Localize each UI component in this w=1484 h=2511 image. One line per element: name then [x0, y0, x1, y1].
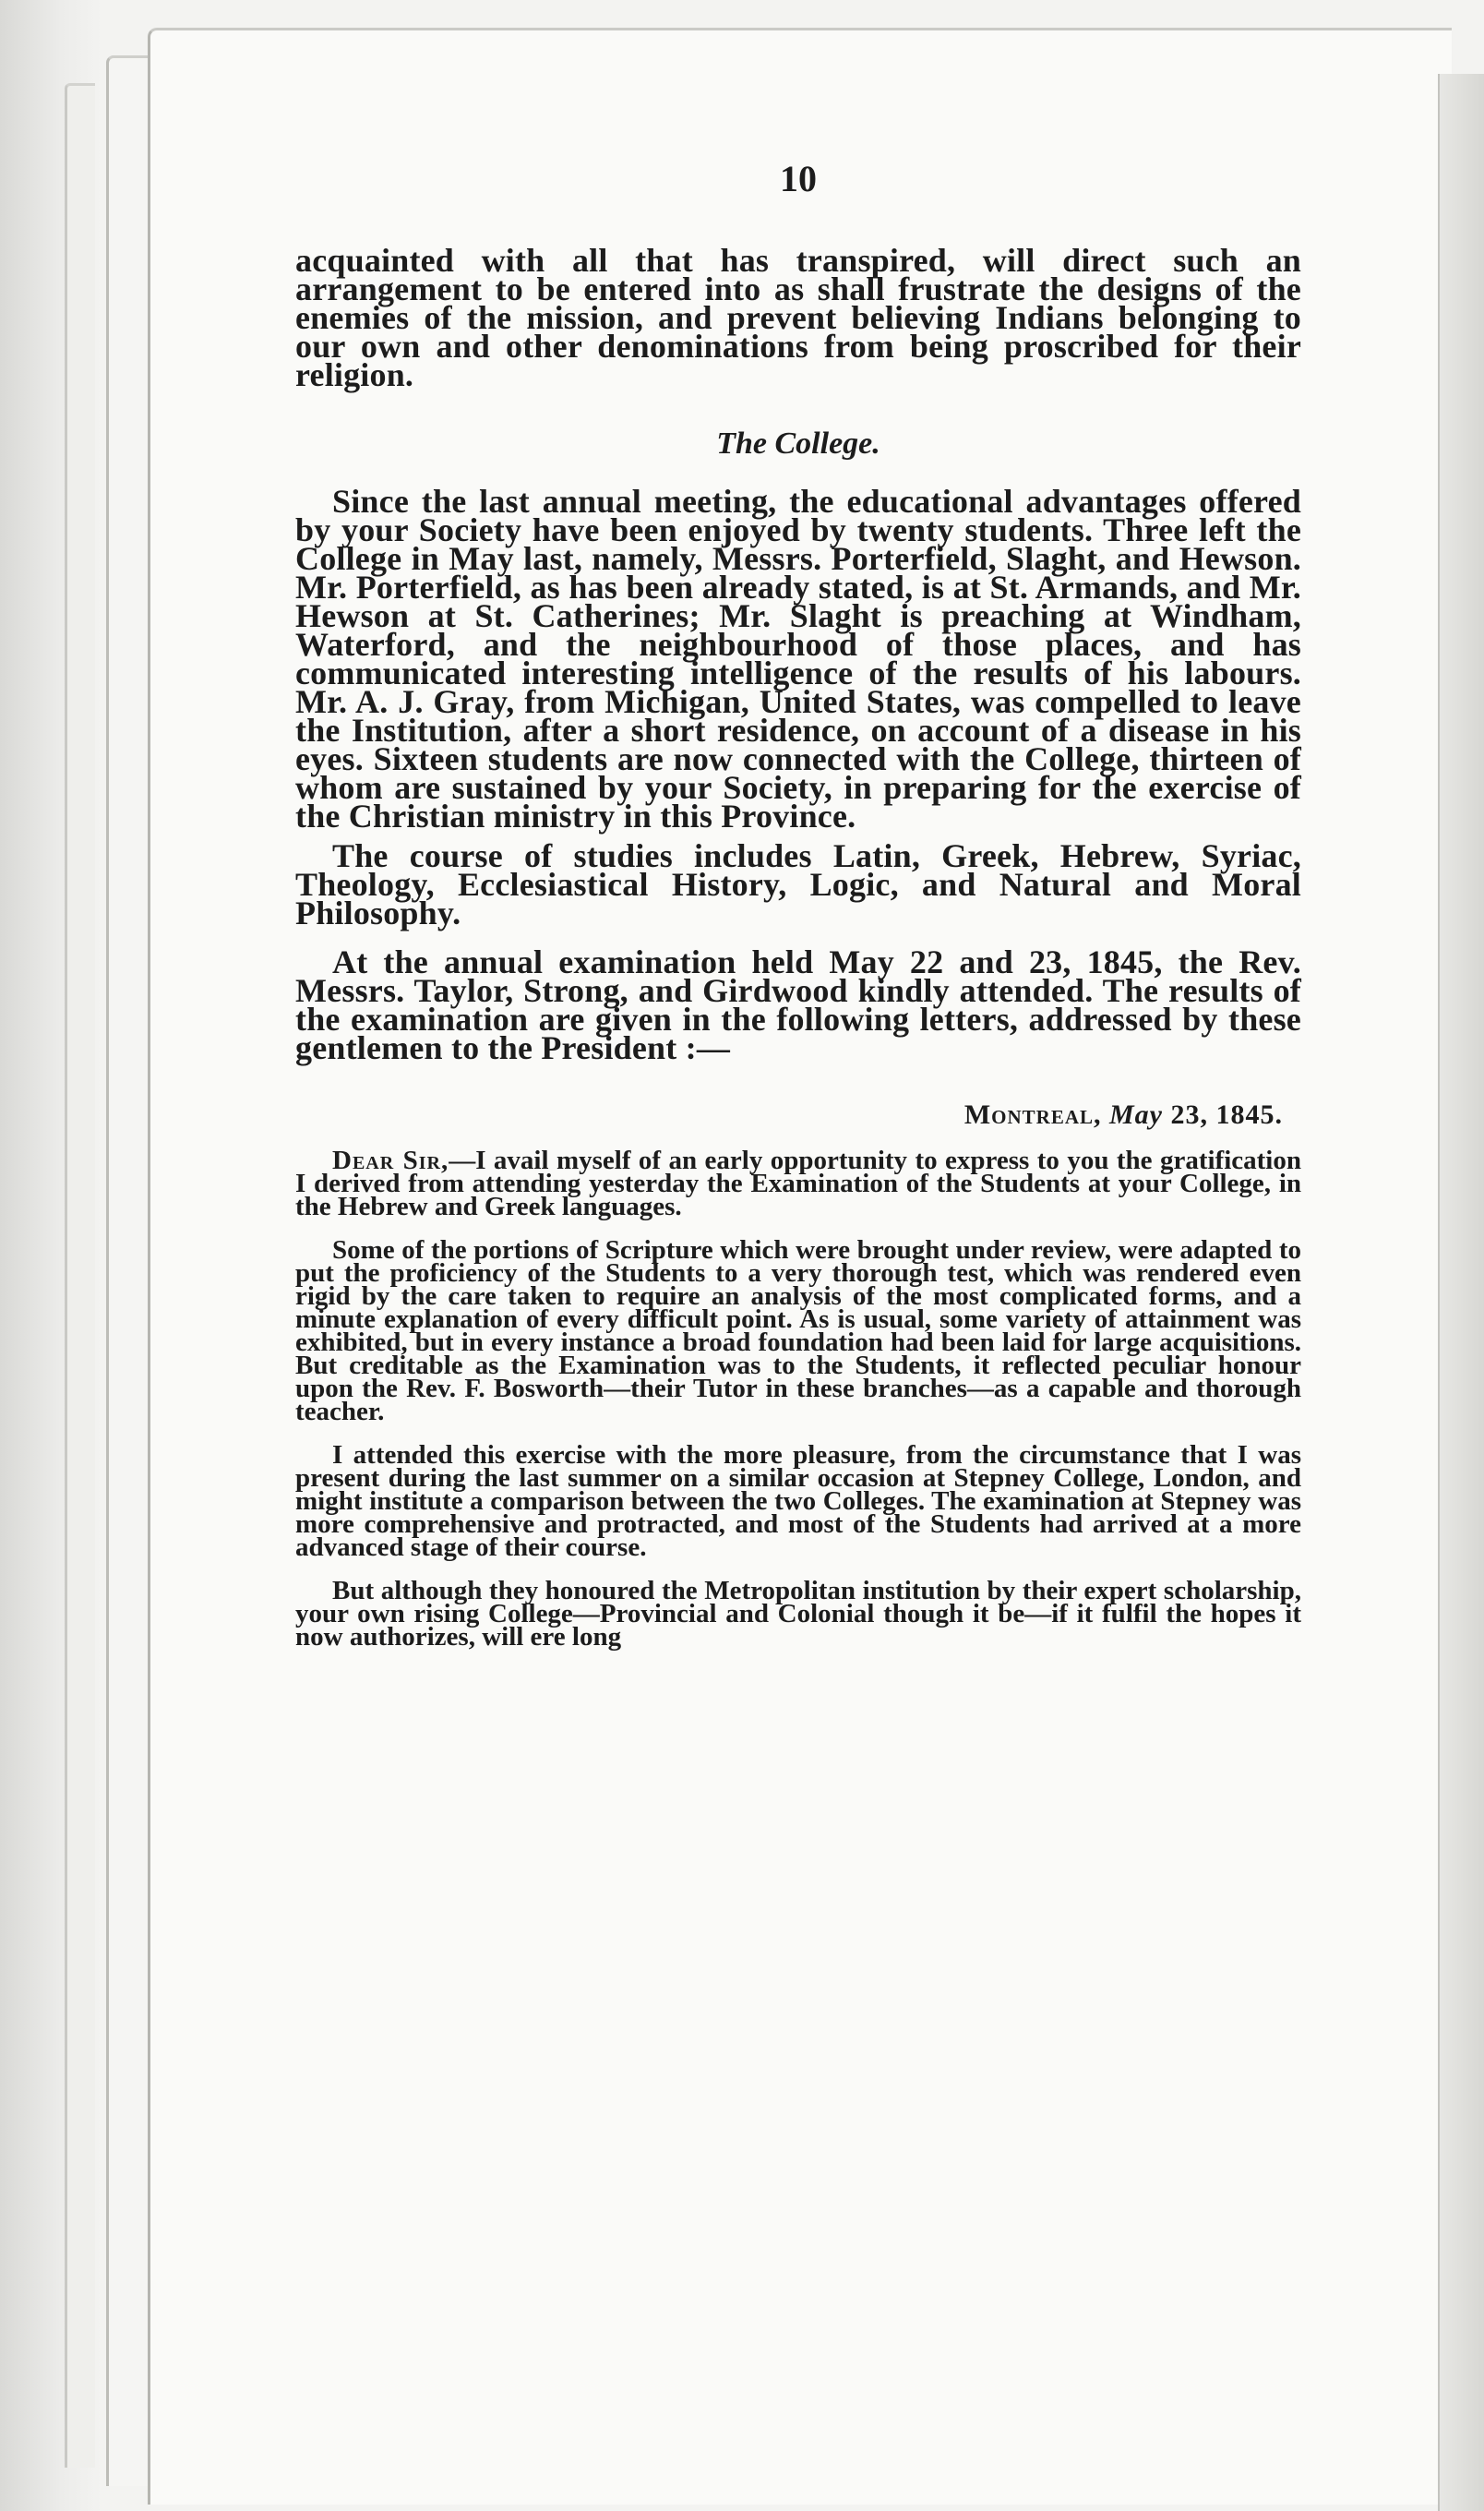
letter-paragraph: But although they honoured the Metropolitan institution by their expert scholarship, your own rising College—Provincial and Colonial though it be—if it fulfil the hopes it now authorizes, will ere long — [295, 1576, 1301, 1652]
dateline-day-year: 23, 1845. — [1170, 1099, 1283, 1130]
opening-paragraph: acquainted with all that has transpired, will direct such an arrangement to be entered into as shall frustrate the designs of the enemies of the mission, and prevent believing Indians belonging to our own and other denominations from being proscribed for their religion. — [295, 242, 1301, 393]
letter-first-paragraph: —I avail myself of an early opportunity to express to you the gratification I derived from attending yesterday the Examination of the Students at your College, in the Hebrew and Greek languages. — [295, 1146, 1301, 1221]
page-number: 10 — [780, 158, 817, 199]
paragraph: At the annual examination held May 22 and 23, 1845, the Rev. Messrs. Taylor, Strong, and Girdwood kindly attended. The results of the examination are given in the following letters, addressed by these gentlemen to the President :— — [295, 943, 1301, 1066]
letter-body — [295, 1146, 1301, 1652]
section-heading: The College. — [716, 427, 880, 461]
paragraph: The course of studies includes Latin, Greek, Hebrew, Syriac, Theology, Ecclesiastical History, Logic, and Natural and Moral Philosophy. — [295, 837, 1301, 931]
letter-salutation: Dear Sir, — [332, 1146, 449, 1175]
dateline-month: May — [1109, 1099, 1163, 1130]
paragraph: Since the last annual meeting, the educational advantages offered by your Society have been enjoyed by twenty students. Three left the College in May last, namely, Messrs. Porterfield, Slaght, and Hewson. Mr. Porterfield, as has been already stated, is at St. Armands, and Mr. Hewson at St. Catherines; Mr. Slaght is preaching at Windham, Waterford, and the neighbourhood of those places, and has communicated interesting intelligence of the results of his labours. Mr. A. J. Gray, from Michigan, United States, was compelled to leave the Institution, after a short residence, on account of a disease in his eyes. Sixteen students are now connected with the College, thirteen of whom are sustained by your Society, in preparing for the exercise of the Christian ministry in this Province. — [295, 483, 1301, 835]
letter-paragraph: Some of the portions of Scripture which were brought under review, were adapted to put the proficiency of the Students to a very thorough test, which was rendered even rigid by the care taken to require an analysis of the most complicated forms, and a minute explanation of every difficult point. As is usual, some variety of attainment was exhibited, but in every instance a broad foundation had been laid for large acquisitions. But creditable as the Examination was to the Students, it reflected peculiar honour upon the Rev. F. Bosworth—their Tutor in these branches—as a capable and thorough teacher. — [295, 1235, 1301, 1426]
letter-paragraph — [295, 1146, 1301, 1221]
page-gutter — [1438, 74, 1484, 2511]
dateline-place: Montreal, — [963, 1099, 1102, 1130]
report-body — [295, 242, 1301, 1066]
letter-dateline — [295, 1099, 1283, 1131]
letter-paragraph: I attended this exercise with the more pleasure, from the circumstance that I was present during the last summer on a similar occasion at Stepney College, London, and might institute a comparison between the two Colleges. The examination at Stepney was more comprehensive and protracted, and most of the Students had arrived at a more advanced stage of their course. — [295, 1440, 1301, 1562]
page-content — [295, 157, 1301, 1652]
underlying-page-edge — [65, 83, 95, 2468]
